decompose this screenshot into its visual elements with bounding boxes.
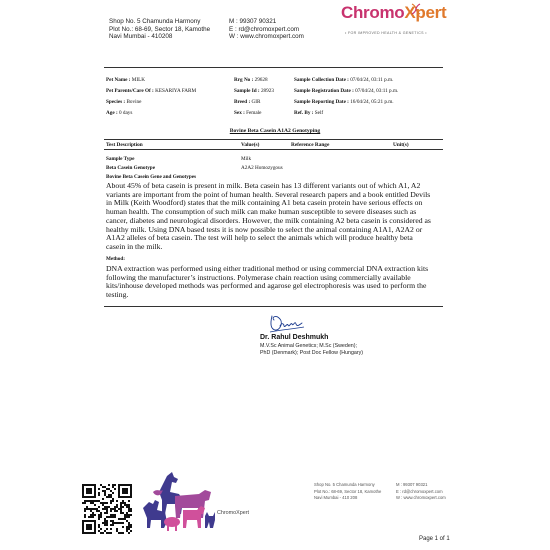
header-divider	[104, 67, 443, 68]
method-line: following the manufacturer’s instructions. Polymerase chain reaction using commercially available	[106, 272, 411, 282]
sample-id-field	[234, 88, 274, 94]
intro-line: About 45% of beta casein is present in milk. Beta casein has 13 different variants out of which A1, A2	[106, 181, 421, 190]
age-value: 0 days	[118, 110, 133, 116]
footer-address	[314, 482, 381, 502]
col-reference-range: Reference Range	[291, 142, 330, 148]
header-email: E : rd@chromoxpert.com	[229, 25, 300, 33]
ref-by-field	[294, 110, 323, 116]
intro-line: variants are important from the point of human health. Several research papers and a book entitled Devils	[106, 189, 431, 199]
content-bottom-rule	[104, 306, 443, 307]
footer-address-line: Plot No.: 68-69, Sector 18, Kamothe	[314, 488, 382, 494]
col-values: Value(s)	[241, 142, 260, 148]
row-sample-type-value: Milk	[241, 156, 252, 162]
method-heading: Method:	[106, 256, 126, 262]
row-sample-type-label: Sample Type	[106, 156, 135, 162]
signatory-qualifications	[260, 343, 363, 356]
header-address-line: Plot No.: 68-69, Sector 18, Kamothe	[109, 25, 211, 33]
section-heading: Bovine Beta Casein Gene and Genotypes	[106, 174, 197, 180]
collection-date-field	[294, 77, 393, 83]
signatory-line-2: PhD (Denmark); Post Doc Fellow (Hungary)	[260, 349, 364, 356]
method-line: testing.	[106, 290, 129, 300]
header-address-line: Shop No. 5 Chamunda Harmony	[109, 18, 201, 25]
registration-date-label: Sample Registration Date :	[294, 88, 354, 94]
row-genotype-value: A2A2 Homozygous	[241, 165, 283, 171]
intro-line: casein in the milk.	[106, 241, 163, 251]
pet-parents-value: KESARIYA FARM	[155, 88, 197, 94]
header-address-line: Navi Mumbai - 410208	[109, 33, 173, 41]
intro-line: in Milk (Keith Woodford) states that the milk containing A1 beta casein protein have serious effects on	[106, 198, 423, 208]
registration-date-field	[294, 88, 398, 94]
sex-field	[234, 110, 261, 116]
breed-field	[234, 99, 260, 105]
footer-address-line: Shop No. 5 Chamunda Harmony	[314, 482, 375, 487]
reporting-date-field	[294, 99, 394, 105]
qr-code-icon	[82, 484, 132, 534]
footer-address-line: Navi Mumbai - 410 208	[314, 495, 358, 501]
pet-name-label: Pet Name :	[106, 77, 131, 83]
reporting-date-value: 16/04/24, 05:21 p.m.	[350, 99, 394, 105]
footer-contact	[396, 482, 446, 502]
breed-label: Breed :	[234, 99, 251, 105]
age-label: Age :	[106, 110, 118, 116]
sex-value: Female	[246, 110, 262, 116]
col-units: Unit(s)	[393, 142, 409, 148]
logo-dna-icon	[409, 3, 423, 15]
footer-website: W : www.chromoxpert.com	[396, 495, 446, 501]
report-title: Bovine Beta Casein A1A2 Genotyping	[229, 128, 321, 134]
animals-illustration-icon	[139, 470, 217, 534]
intro-line: A1A2 alleles of beta casein. The test will help to select the animals which will produce healthy beta	[106, 233, 413, 243]
signatory-name: Dr. Rahul Deshmukh	[260, 334, 329, 341]
logo-tagline: • FOR IMPROVED HEALTH & GENETICS •	[345, 31, 427, 35]
ref-by-value: Self	[314, 110, 324, 116]
collection-date-label: Sample Collection Date :	[294, 77, 349, 83]
header-address	[109, 18, 210, 41]
row-genotype-label: Beta Casein Genotype	[106, 165, 155, 171]
signature-image	[266, 310, 308, 334]
logo-part-chromo: Chromo	[341, 3, 405, 22]
page-number: Page 1 of 1	[419, 536, 450, 542]
intro-paragraph	[106, 182, 448, 252]
header-website: W : www.chromoxpert.com	[229, 33, 304, 41]
regn-field	[234, 77, 268, 83]
intro-line: healthy milk. Using DNA based tests it is now possible to select the animal containing A1A1, A2A2 or	[106, 224, 423, 234]
ref-by-label: Ref. By :	[294, 110, 314, 116]
sex-label: Sex :	[234, 110, 245, 116]
pet-name-field	[106, 77, 145, 83]
pet-parents-field	[106, 88, 196, 94]
species-label: Species :	[106, 99, 126, 105]
header-phone: M : 99307 90321	[229, 18, 277, 25]
breed-value: GIR	[251, 99, 261, 105]
regn-value: 29628	[254, 77, 268, 83]
table-top-rule	[104, 139, 443, 140]
species-value: Bovine	[126, 99, 142, 105]
registration-date-value: 07/04/24, 03:11 p.m.	[355, 88, 399, 94]
intro-line: cancer, diabetes and neurological disorders. However, the milk containing A2 beta casein is considered as	[106, 215, 431, 225]
signatory-line-1: M.V.Sc Animal Genetics; M.Sc (Sweden);	[260, 343, 357, 349]
footer-brand: ChromoXpert	[217, 510, 250, 516]
logo-part-xpert: Xpert	[404, 3, 447, 22]
regn-label: Rrg No :	[234, 77, 254, 83]
brand-logo	[341, 3, 451, 39]
footer-email: E : rd@chromoxpert.com	[396, 488, 443, 494]
method-line: DNA extraction was performed using either traditional method or using commercial DNA extraction kits	[106, 264, 429, 273]
method-line: kits/inhouse developed methods was performed and agarose gel electrophoresis was used to perform the	[106, 281, 427, 291]
footer-phone: M : 99307 90321	[396, 482, 428, 487]
header-contact	[229, 18, 304, 41]
sample-id-label: Sample Id :	[234, 88, 260, 94]
logo-wordmark	[341, 3, 446, 23]
pet-parents-label: Pet Parents/Care Of :	[106, 88, 154, 94]
pet-name-value: MILK	[131, 77, 146, 83]
sample-id-value: 28923	[260, 88, 274, 94]
collection-date-value: 07/04/24, 03:11 p.m.	[350, 77, 394, 83]
reporting-date-label: Sample Reporting Date :	[294, 99, 349, 105]
method-paragraph	[106, 265, 448, 300]
species-field	[106, 99, 141, 105]
age-field	[106, 110, 132, 116]
col-test-description: Test Description	[106, 142, 143, 148]
table-header-rule	[104, 149, 443, 150]
intro-line: human health. The consumption of such milk can make human susceptible to severe diseases such as	[106, 207, 417, 217]
